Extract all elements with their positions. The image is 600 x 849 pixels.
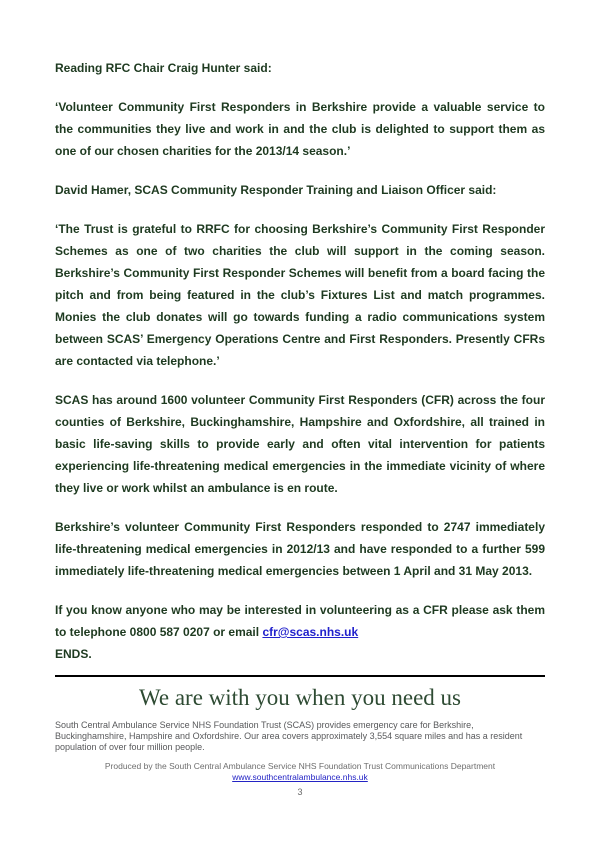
page-number: 3 [297, 787, 303, 797]
produced-by-text: Produced by the South Central Ambulance Service NHS Foundation Trust Communications Department [104, 761, 496, 771]
ends-marker: ENDS. [55, 647, 92, 661]
trust-tagline: We are with you when you need us [139, 685, 461, 710]
trust-boilerplate-text: South Central Ambulance Service NHS Foundation Trust (SCAS) provides emergency care for Berkshire, Buckinghamshire, Hampshire and Oxfordshire. Our area covers approximately 3,554 square miles and has a resident population of over four million people. [55, 720, 523, 752]
volunteer-cta-text: If you know anyone who may be interested in volunteering as a CFR please ask them to telephone 0800 587 0207 or email [55, 603, 545, 639]
cfr-overview-paragraph: SCAS has around 1600 volunteer Community First Responders (CFR) across the four counties of Berkshire, Buckinghamshire, Hampshire and Oxfordshire, all trained in basic life-saving skills to provide early and often vital intervention for patients experiencing life-threatening medical emergencies in the immediate vicinity of where they live or work whilst an ambulance is en route. [55, 393, 545, 495]
cfr-email-link[interactable]: cfr@scas.nhs.uk [262, 625, 359, 639]
footer-divider [55, 675, 545, 677]
statistics-paragraph: Berkshire’s volunteer Community First Responders responded to 2747 immediately life-threatening medical emergencies in 2012/13 and have responded to a further 599 immediately life-threatening medical emergencies between 1 April and 31 May 2013. [55, 520, 545, 578]
website-link-line [55, 772, 545, 782]
quote-paragraph-david-hamer: ‘The Trust is grateful to RRFC for choosing Berkshire’s Community First Responder Schemes as one of two charities the club will support in the coming season. Berkshire’s Community First Responder Schemes will benefit from a board facing the pitch and from being featured in the club’s Fixtures List and match programmes. Monies the club donates will go towards funding a radio communications system between SCAS’ Emergency Operations Centre and First Responders. Presently CFRs are contacted via telephone.’ [55, 222, 545, 368]
quote-paragraph-craig-hunter: ‘Volunteer Community First Responders in Berkshire provide a valuable service to the communities they live and work in and the club is delighted to support them as one of our chosen charities for the 2013/14 season.’ [55, 100, 545, 158]
volunteer-cta-paragraph [55, 599, 545, 643]
trust-website-link[interactable]: www.southcentralambulance.nhs.uk [232, 772, 368, 782]
attribution-heading-craig-hunter: Reading RFC Chair Craig Hunter said: [55, 61, 272, 75]
attribution-heading-david-hamer: David Hamer, SCAS Community Responder Training and Liaison Officer said: [55, 183, 497, 197]
